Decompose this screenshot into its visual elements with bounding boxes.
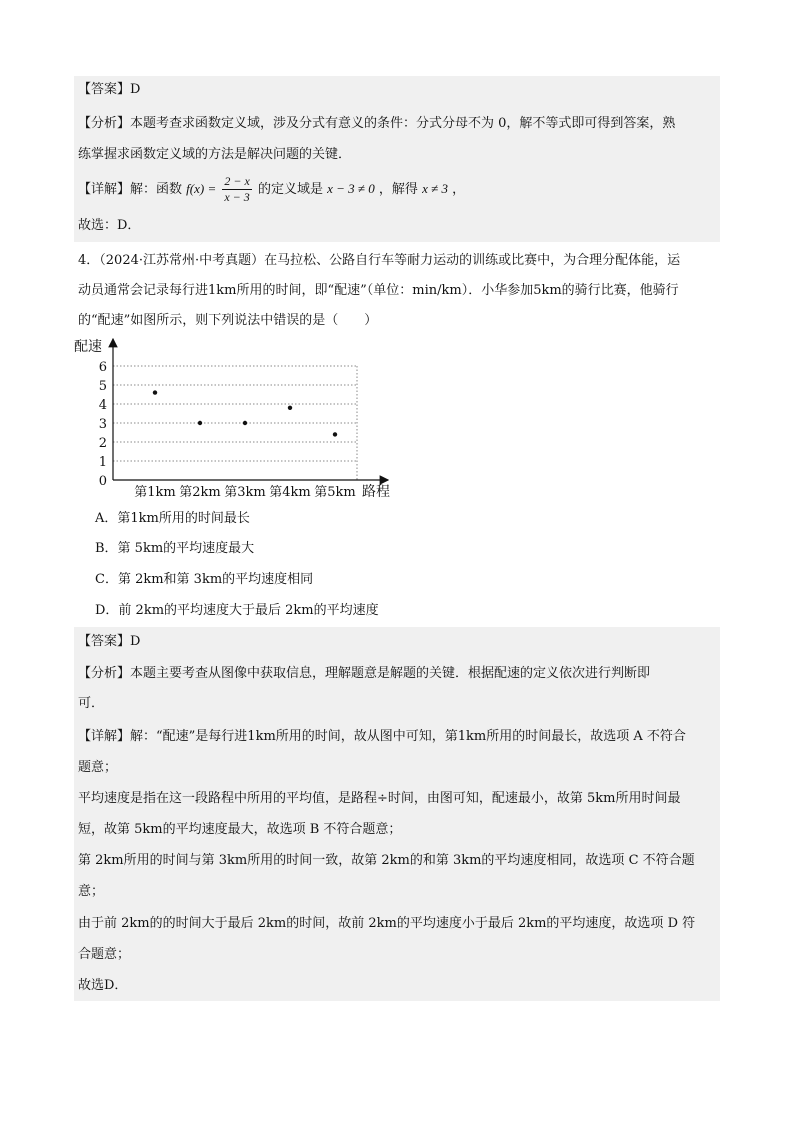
y-tick-label: 2 xyxy=(98,436,107,451)
detail-line-3: 平均速度是指在这一段路程中所用的平均值，是路程÷时间，由图可知，配速最小，故第 5km所用时间最 xyxy=(78,791,681,806)
fraction xyxy=(222,174,251,205)
x-axis-label: 路程 xyxy=(362,484,390,500)
x-tick-label: 第4km xyxy=(269,485,311,500)
detail-line-6: 意； xyxy=(78,884,105,899)
question-line-3: 的“配速”如图所示，则下列说法中错误的是（ ） xyxy=(78,313,378,328)
detail-end: ， xyxy=(452,182,466,197)
fraction-numerator: 2 − x xyxy=(224,174,250,188)
analysis-line-2: 练掌握求函数定义域的方法是解决问题的关键． xyxy=(78,147,352,162)
y-tick-label: 6 xyxy=(98,360,107,375)
option-a: A．第1km所用的时间最长 xyxy=(95,511,250,526)
detail-line xyxy=(78,172,465,207)
detail-mid: 的定义域是 xyxy=(257,182,323,197)
question-line-1: 4．（2024·江苏常州·中考真题）在马拉松、公路自行车等耐力运动的训练或比赛中，为合理分配体能，运 xyxy=(78,253,681,268)
x-tick-label: 第2km xyxy=(179,485,221,500)
x-tick-label: 第5km xyxy=(314,485,356,500)
detail-line-8: 合题意； xyxy=(78,947,131,962)
data-point xyxy=(288,406,292,410)
y-axis-label: 配速 xyxy=(74,339,102,355)
data-point xyxy=(153,390,157,394)
function-fx: f(x) = xyxy=(186,181,217,196)
detail-mid2: ，解得 xyxy=(378,182,418,197)
detail-prefix: 【详解】解：函数 xyxy=(78,182,183,197)
detail-line-5: 第 2km所用的时间与第 3km所用的时间一致，故第 2km的和第 3km的平均速度相同，故选项 C 不符合题 xyxy=(78,853,695,868)
x-tick-label: 第3km xyxy=(224,485,266,500)
choose-line: 故选D． xyxy=(78,978,128,993)
analysis-line-2: 可． xyxy=(78,696,105,711)
y-tick-label: 1 xyxy=(98,455,107,470)
fraction-denominator: x − 3 xyxy=(224,190,250,204)
question-line-2: 动员通常会记录每行进1km所用的时间，即“配速”（单位：min/km）．小华参加5km的骑行比赛，他骑行 xyxy=(78,283,679,298)
x-tick-label: 第1km xyxy=(134,485,176,500)
y-tick-label: 4 xyxy=(98,398,107,413)
answer-line: 【答案】D xyxy=(78,634,141,649)
detail-line-4: 短，故第 5km的平均速度最大，故选项 B 不符合题意； xyxy=(78,822,402,837)
analysis-line-1: 【分析】本题考查求函数定义域，涉及分式有意义的条件：分式分母不为 0，解不等式即可得到答案，熟 xyxy=(78,116,676,131)
analysis-line-1: 【分析】本题主要考查从图像中获取信息，理解题意是解题的关键．根据配速的定义依次进行判断即 xyxy=(78,666,651,681)
data-point xyxy=(333,432,337,436)
detail-line-7: 由于前 2km的的时间大于最后 2km的时间，故前 2km的平均速度小于最后 2km的平均速度，故选项 D 符 xyxy=(78,916,696,931)
result: x ≠ 3 xyxy=(422,181,448,196)
detail-line-2: 题意； xyxy=(78,760,118,775)
option-d: D．前 2km的平均速度大于最后 2km的平均速度 xyxy=(95,603,379,618)
y-tick-label: 3 xyxy=(98,417,107,432)
data-point xyxy=(198,421,202,425)
data-point xyxy=(243,421,247,425)
answer-block-q4 xyxy=(74,627,720,1001)
choose-line: 故选：D． xyxy=(78,218,141,233)
answer-line: 【答案】D xyxy=(78,82,141,97)
condition: x − 3 ≠ 0 xyxy=(327,181,375,196)
pace-chart xyxy=(70,333,400,503)
detail-line-1: 【详解】解：“配速”是每行进1km所用的时间，故从图中可知，第1km所用的时间最长，故选项 A 不符合 xyxy=(78,729,686,744)
option-c: C．第 2km和第 3km的平均速度相同 xyxy=(95,572,314,587)
y-tick-label: 5 xyxy=(98,379,107,394)
option-b: B．第 5km的平均速度最大 xyxy=(95,541,255,556)
y-tick-label: 0 xyxy=(98,474,107,489)
